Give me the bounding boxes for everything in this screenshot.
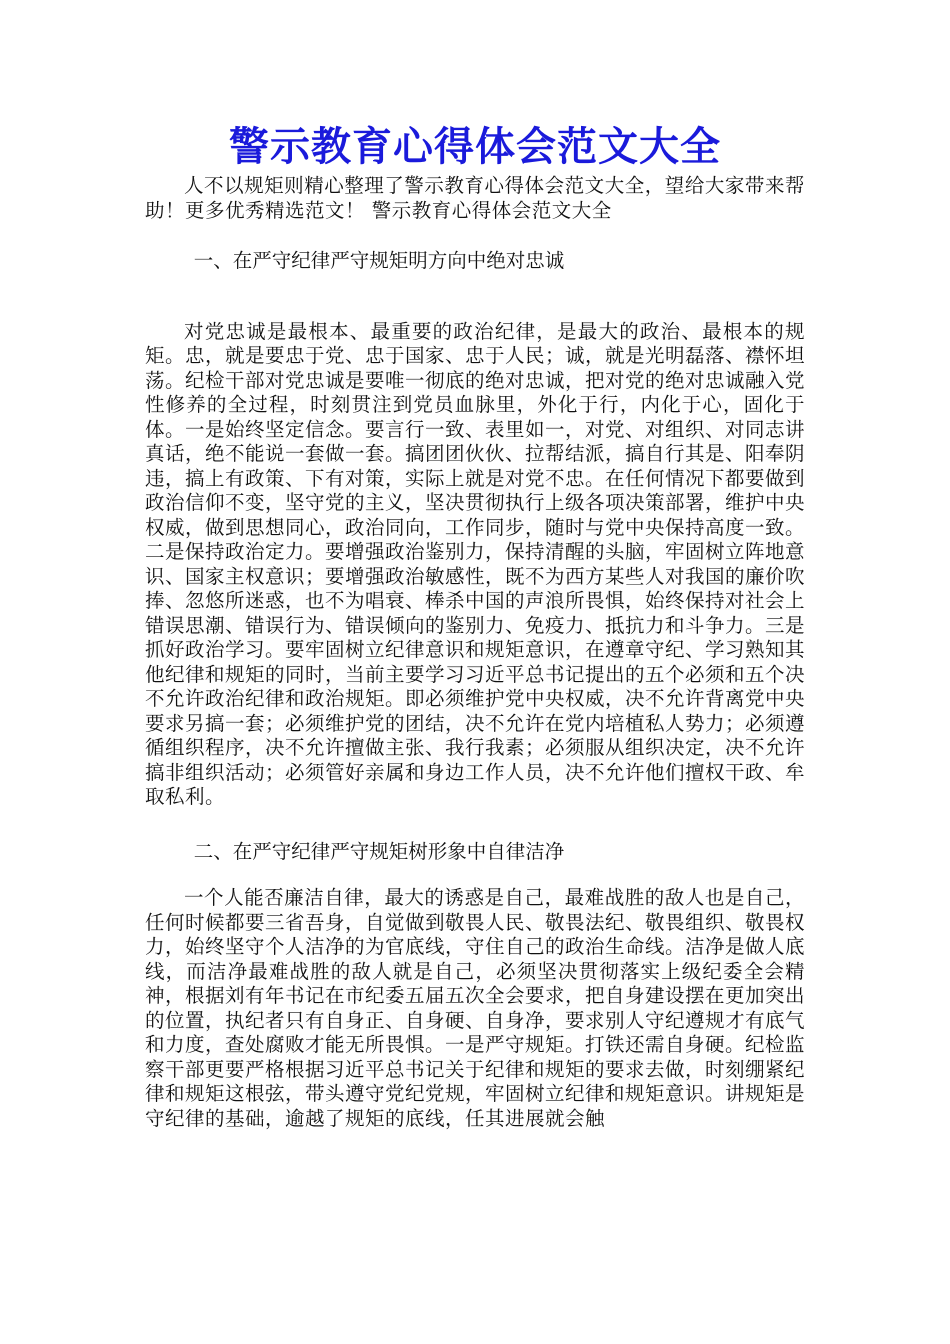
- document-page: [145, 120, 805, 1131]
- intro-paragraph: 人不以规矩则精心整理了警示教育心得体会范文大全，望给大家带来帮助！更多优秀精选范文！ 警示教育心得体会范文大全: [145, 174, 805, 222]
- spacer: [145, 223, 805, 249]
- section-2-heading: 二、在严守纪律严守规矩树形象中自律洁净: [193, 839, 565, 863]
- spacer: [145, 864, 805, 886]
- spacer: [145, 274, 805, 320]
- section-1-heading: 一、在严守纪律严守规矩明方向中绝对忠诚: [193, 249, 565, 272]
- section-1-paragraph: 对党忠诚是最根本、最重要的政治纪律，是最大的政治、最根本的规矩。忠，就是要忠于党、忠于国家、忠于人民；诚，就是光明磊落、襟怀坦荡。纪检干部对党忠诚是要唯一彻底的绝对忠诚，把对党的绝对忠诚融入党性修养的全过程，时刻贯注到党员血脉里，外化于行，内化于心，固化于体。一是始终坚定信念。要言行一致、表里如一，对党、对组织、对同志讲真话，绝不能说一套做一套。搞团团伙伙、拉帮结派，搞自行其是、阳奉阴违，搞上有政策、下有对策，实际上就是对党不忠。在任何情况下都要做到政治信仰不变，坚守党的主义，坚决贯彻执行上级各项决策部署，维护中央权威，做到思想同心，政治同向，工作同步，随时与党中央保持高度一致。二是保持政治定力。要增强政治鉴别力，保持清醒的头脑，牢固树立阵地意识、国家主权意识；要增强政治敏感性，既不为西方某些人对我国的廉价吹捧、忽悠所迷惑，也不为唱衰、棒杀中国的声浪所畏惧，始终保持对社会上错误思潮、错误行为、错误倾向的鉴别力、免疫力、抵抗力和斗争力。三是抓好政治学习。要牢固树立纪律意识和规矩意识，在遵章守纪、学习熟知其他纪律和规矩的同时，当前主要学习习近平总书记提出的五个必须和五个决不允许政治纪律和政治规矩。即必须维护党中央权威，决不允许背离党中央要求另搞一套；必须维护党的团结，决不允许在党内培植私人势力；必须遵循组织程序，决不允许擅做主张、我行我素；必须服从组织决定，决不允许搞非组织活动；必须管好亲属和身边工作人员，决不允许他们擅权干政、牟取私利。: [145, 319, 806, 808]
- section-2-paragraph: 一个人能否廉洁自律，最大的诱惑是自己，最难战胜的敌人也是自己，任何时候都要三省吾身，自觉做到敬畏人民、敬畏法纪、敬畏组织、敬畏权力，始终坚守个人洁净的为官底线，守住自己的政治生命线。洁净是做人底线，而洁净最难战胜的敌人就是自己，必须坚决贯彻落实上级纪委全会精神，根据刘有年书记在市纪委五届五次全会要求，把自身建设摆在更加突出的位置，执纪者只有自身正、自身硬、自身净，要求别人守纪遵规才有底气和力度，查处腐败才能无所畏惧。一是严守规矩。打铁还需自身硬。纪检监察干部更要严格根据习近平总书记关于纪律和规矩的要求去做，时刻绷紧纪律和规矩这根弦，带头遵守党纪党规，牢固树立纪律和规矩意识。讲规矩是守纪律的基础，逾越了规矩的底线，任其进展就会触: [145, 886, 806, 1130]
- document-title: 警示教育心得体会范文大全: [229, 123, 721, 170]
- spacer: [145, 810, 805, 840]
